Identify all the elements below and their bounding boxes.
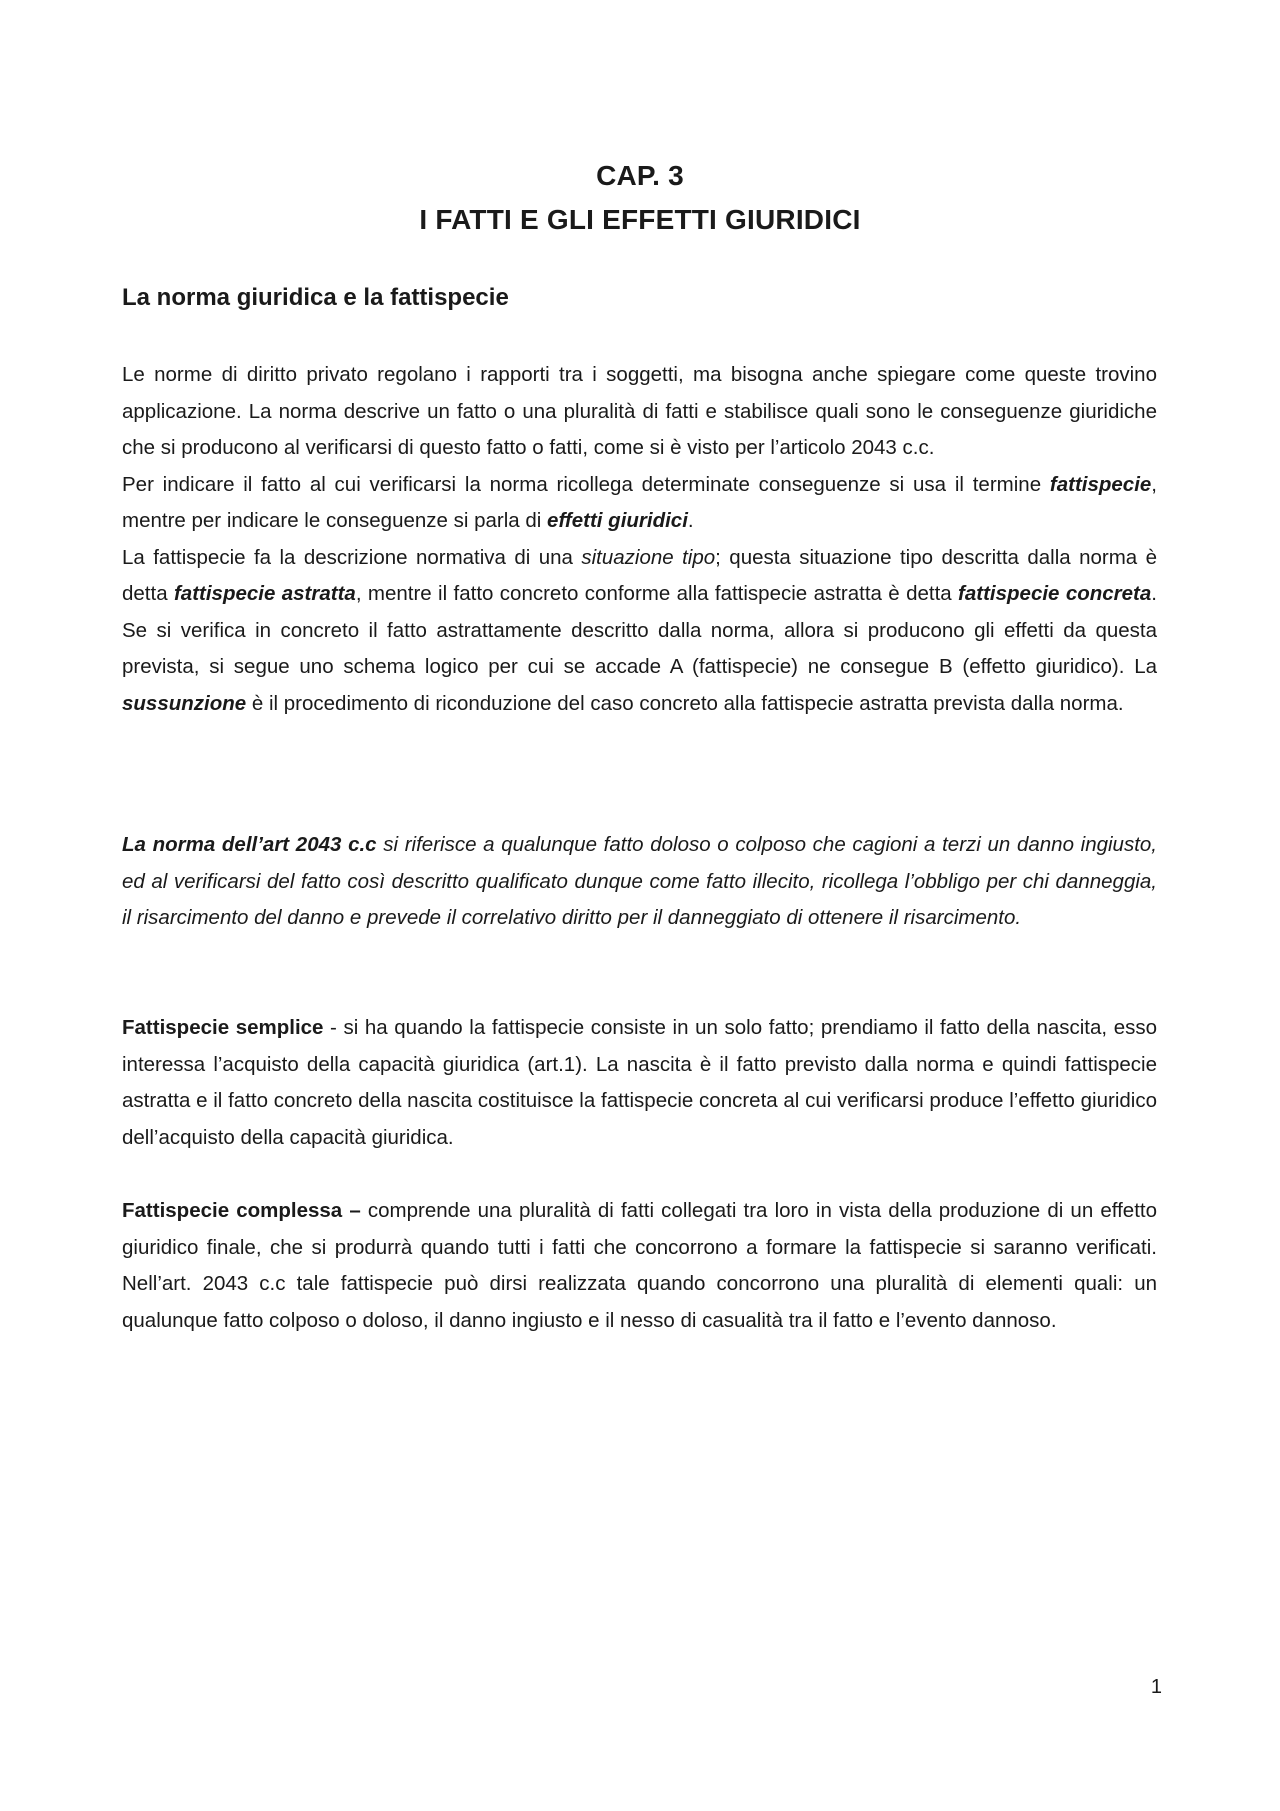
term-fattispecie: fattispecie [1049, 472, 1152, 496]
text-run: . [687, 509, 694, 532]
text-run: ; questa situazione tipo descritta dalla norma è detta [122, 545, 1158, 605]
text-run: si riferisce a qualunque fatto doloso o colposo che cagioni a terzi un danno ingiusto, ed al verificarsi del fatto così descritto qualificato dunque come fatto illecito, ricollega l’obbligo per chi danneggia, il risarcimento del danno e prevede il correlativo diritto per il danneggiato di ottenere il risarcimento. [122, 833, 1157, 929]
paragraph-2 [122, 467, 1157, 540]
text-run: - si ha quando la fattispecie consiste in un solo fatto; prendiamo il fatto della nascita, esso interessa l’acquisto della capacità giuridica (art.1). La nascita è il fatto previsto dalla norma e quindi fattispecie astratta e il fatto concreto della nascita costituisce la fattispecie concreta al cui verificarsi produce l’effetto giuridico dell’acquisto della capacità giuridica. [122, 1016, 1157, 1149]
paragraph-lead: Fattispecie complessa – [122, 1199, 361, 1222]
chapter-title: I FATTI E GLI EFFETTI GIURIDICI [419, 204, 861, 235]
main-text-block [122, 357, 1157, 722]
term-situazione-tipo: situazione tipo [581, 545, 716, 569]
chapter-number: CAP. 3 [596, 160, 684, 191]
fattispecie-complessa-paragraph [122, 1193, 1157, 1339]
paragraph-1: Le norme di diritto privato regolano i rapporti tra i soggetti, ma bisogna anche spiegare come queste trovino applicazione. La norma descrive un fatto o una pluralità di fatti e stabilisce quali sono le conseguenze giuridiche che si producono al verificarsi di questo fatto o fatti, come si è visto per l’articolo 2043 c.c. [122, 363, 1157, 459]
term-fattispecie-astratta: fattispecie astratta [173, 582, 356, 605]
text-run: . Se si verifica in concreto il fatto astrattamente descritto dalla norma, allora si producono gli effetti da questa prevista, si segue uno schema logico per cui se accade A (fattispecie) ne consegue B (effetto giuridico). La [122, 582, 1157, 678]
term-effetti-giuridici: effetti giuridici [547, 509, 688, 532]
text-run: La fattispecie fa la descrizione normativa di una [122, 545, 582, 569]
text-run: è il procedimento di riconduzione del caso concreto alla fattispecie astratta prevista dalla norma. [246, 691, 1124, 715]
paragraph-6 [122, 1193, 1157, 1339]
paragraph-3 [122, 540, 1157, 723]
paragraph-lead: Fattispecie semplice [122, 1016, 331, 1039]
fattispecie-semplice-paragraph [122, 1010, 1157, 1156]
paragraph-5 [122, 1010, 1157, 1156]
paragraph-lead: La norma dell’art 2043 c.c [122, 833, 377, 856]
art-2043-paragraph [122, 827, 1157, 937]
page-number: 1 [1150, 1676, 1162, 1698]
term-fattispecie-concreta: fattispecie concreta [958, 582, 1152, 605]
section-heading: La norma giuridica e la fattispecie [122, 284, 509, 311]
term-sussunzione: sussunzione [122, 691, 247, 715]
paragraph-4 [122, 827, 1157, 937]
text-run: , mentre per indicare le conseguenze si parla di [122, 472, 1157, 532]
text-run: Per indicare il fatto al cui verificarsi la norma ricollega determinate conseguenze si usa il termine [122, 472, 1050, 496]
text-run: comprende una pluralità di fatti collegati tra loro in vista della produzione di un effetto giuridico finale, che si produrrà quando tutti i fatti che concorrono a formare la fattispecie si saranno verificati. Nell’art. 2043 c.c tale fattispecie può dirsi realizzata quando concorrono una pluralità di elementi quali: un qualunque fatto colposo o doloso, il danno ingiusto e il nesso di casualità tra il fatto e l’evento dannoso. [122, 1199, 1157, 1332]
chapter-header [0, 154, 1280, 242]
text-run: , mentre il fatto concreto conforme alla fattispecie astratta è detta [355, 582, 959, 605]
